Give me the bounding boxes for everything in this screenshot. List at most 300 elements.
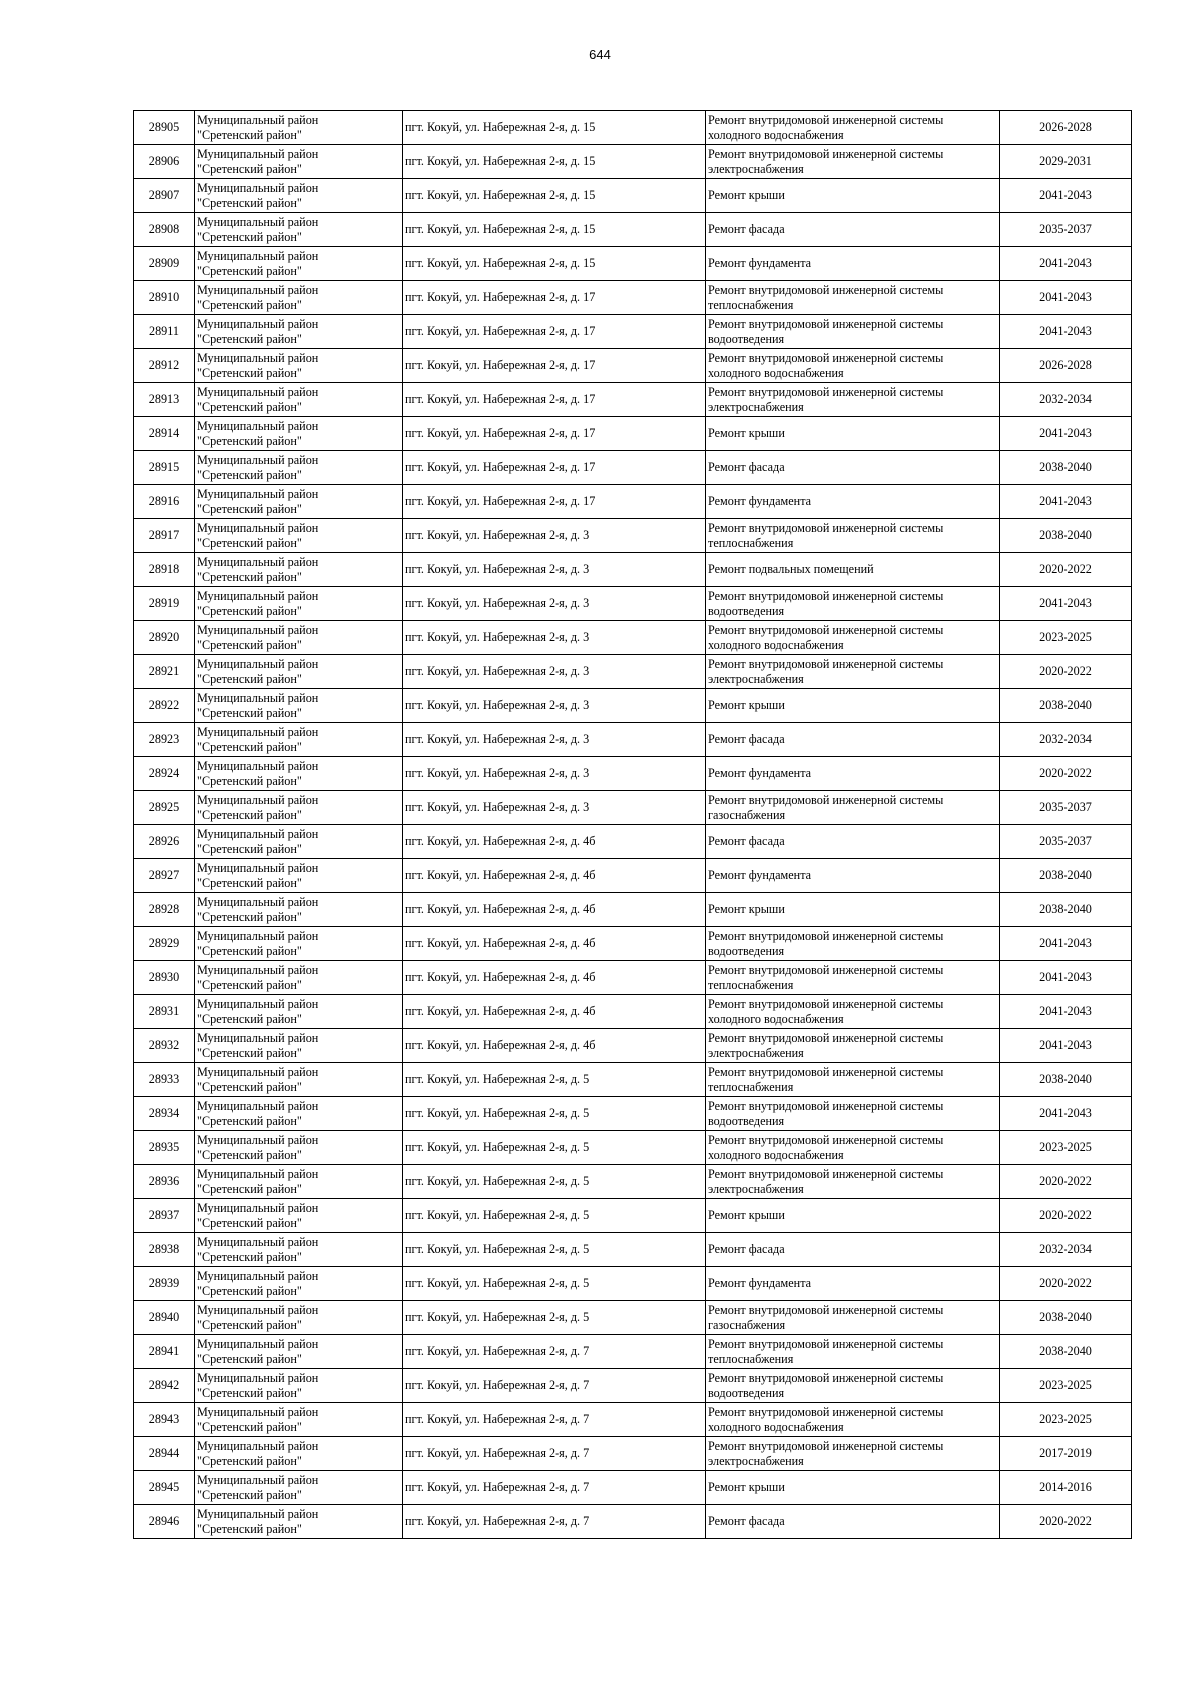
address-cell xyxy=(403,1029,706,1063)
row-number: 28942 xyxy=(148,1378,180,1392)
municipality-line-2: "Сретенский район" xyxy=(197,535,302,550)
municipality-cell xyxy=(195,859,403,893)
table-row xyxy=(134,961,1132,995)
work-type-cell xyxy=(706,349,1000,383)
municipality-line-1: Муниципальный район xyxy=(197,1506,319,1521)
address-cell xyxy=(403,621,706,655)
municipality-line-2: "Сретенский район" xyxy=(197,331,302,346)
address-cell xyxy=(403,281,706,315)
work-type-line-2: холодного водоснабжения xyxy=(708,365,844,380)
address-cell xyxy=(403,1063,706,1097)
row-number-cell xyxy=(134,1233,195,1267)
municipality-line-2: "Сретенский район" xyxy=(197,603,302,618)
work-type-line-1: Ремонт внутридомовой инженерной системы xyxy=(708,622,944,637)
work-type-cell xyxy=(706,145,1000,179)
period-text: 2038-2040 xyxy=(1039,1072,1092,1086)
table-row xyxy=(134,825,1132,859)
period-cell xyxy=(1000,519,1132,553)
municipality-line-1: Муниципальный район xyxy=(197,248,319,263)
row-number: 28930 xyxy=(148,970,180,984)
work-type-line-1: Ремонт крыши xyxy=(708,1480,785,1494)
municipality-cell xyxy=(195,519,403,553)
row-number-cell xyxy=(134,825,195,859)
period-text: 2041-2043 xyxy=(1039,256,1092,270)
municipality-line-1: Муниципальный район xyxy=(197,894,319,909)
row-number-cell xyxy=(134,995,195,1029)
municipality-line-2: "Сретенский район" xyxy=(197,1317,302,1332)
row-number-cell xyxy=(134,1471,195,1505)
row-number-cell xyxy=(134,1199,195,1233)
row-number: 28910 xyxy=(148,290,180,304)
work-type-line-2: теплоснабжения xyxy=(708,1351,794,1366)
municipality-line-1: Муниципальный район xyxy=(197,418,319,433)
work-type-cell xyxy=(706,179,1000,213)
municipality-line-1: Муниципальный район xyxy=(197,656,319,671)
period-text: 2035-2037 xyxy=(1039,222,1092,236)
municipality-line-2: "Сретенский район" xyxy=(197,1147,302,1162)
row-number: 28919 xyxy=(148,596,180,610)
work-type-cell xyxy=(706,1029,1000,1063)
municipality-line-2: "Сретенский район" xyxy=(197,127,302,142)
work-type-line-2: теплоснабжения xyxy=(708,1079,794,1094)
address-cell xyxy=(403,757,706,791)
row-number: 28946 xyxy=(148,1514,180,1528)
work-type-line-2: холодного водоснабжения xyxy=(708,1011,844,1026)
table-row xyxy=(134,587,1132,621)
work-type-line-1: Ремонт фасада xyxy=(708,460,785,474)
address-text: пгт. Кокуй, ул. Набережная 2-я, д. 15 xyxy=(405,188,596,202)
work-type-line-1: Ремонт крыши xyxy=(708,426,785,440)
row-number-cell xyxy=(134,417,195,451)
work-type-line-1: Ремонт внутридомовой инженерной системы xyxy=(708,996,944,1011)
table-row xyxy=(134,1301,1132,1335)
row-number-cell xyxy=(134,485,195,519)
work-type-line-2: холодного водоснабжения xyxy=(708,1147,844,1162)
address-text: пгт. Кокуй, ул. Набережная 2-я, д. 4б xyxy=(405,868,596,882)
work-type-line-1: Ремонт фасада xyxy=(708,1242,785,1256)
period-text: 2014-2016 xyxy=(1039,1480,1092,1494)
table-row xyxy=(134,1369,1132,1403)
municipality-line-2: "Сретенский район" xyxy=(197,1113,302,1128)
address-cell xyxy=(403,145,706,179)
period-text: 2032-2034 xyxy=(1039,392,1092,406)
row-number: 28935 xyxy=(148,1140,180,1154)
address-text: пгт. Кокуй, ул. Набережная 2-я, д. 7 xyxy=(405,1412,590,1426)
municipality-line-1: Муниципальный район xyxy=(197,1336,319,1351)
row-number-cell xyxy=(134,1131,195,1165)
address-cell xyxy=(403,485,706,519)
municipality-line-2: "Сретенский район" xyxy=(197,1419,302,1434)
address-text: пгт. Кокуй, ул. Набережная 2-я, д. 7 xyxy=(405,1480,590,1494)
row-number-cell xyxy=(134,145,195,179)
address-cell xyxy=(403,519,706,553)
row-number: 28914 xyxy=(148,426,180,440)
address-text: пгт. Кокуй, ул. Набережная 2-я, д. 3 xyxy=(405,528,590,542)
work-type-cell xyxy=(706,1199,1000,1233)
period-text: 2023-2025 xyxy=(1039,1378,1092,1392)
period-text: 2023-2025 xyxy=(1039,630,1092,644)
municipality-cell xyxy=(195,1301,403,1335)
work-type-line-2: холодного водоснабжения xyxy=(708,1419,844,1434)
period-cell xyxy=(1000,349,1132,383)
repair-schedule-table xyxy=(133,110,1132,1539)
municipality-line-1: Муниципальный район xyxy=(197,758,319,773)
work-type-cell xyxy=(706,995,1000,1029)
row-number: 28925 xyxy=(148,800,180,814)
address-text: пгт. Кокуй, ул. Набережная 2-я, д. 17 xyxy=(405,392,596,406)
period-cell xyxy=(1000,417,1132,451)
municipality-line-2: "Сретенский район" xyxy=(197,841,302,856)
work-type-line-1: Ремонт фундамента xyxy=(708,868,812,882)
work-type-line-1: Ремонт внутридомовой инженерной системы xyxy=(708,1404,944,1419)
table-row xyxy=(134,621,1132,655)
municipality-cell xyxy=(195,145,403,179)
table-row xyxy=(134,247,1132,281)
address-cell xyxy=(403,213,706,247)
period-cell xyxy=(1000,1335,1132,1369)
period-text: 2017-2019 xyxy=(1039,1446,1092,1460)
municipality-line-2: "Сретенский район" xyxy=(197,739,302,754)
row-number-cell xyxy=(134,383,195,417)
work-type-cell xyxy=(706,1505,1000,1539)
row-number: 28921 xyxy=(148,664,180,678)
work-type-line-2: газоснабжения xyxy=(708,1317,786,1332)
table-row xyxy=(134,1233,1132,1267)
municipality-cell xyxy=(195,281,403,315)
table-row xyxy=(134,1029,1132,1063)
work-type-line-2: водоотведения xyxy=(708,331,785,346)
work-type-cell xyxy=(706,689,1000,723)
row-number-cell xyxy=(134,621,195,655)
period-text: 2041-2043 xyxy=(1039,970,1092,984)
work-type-cell xyxy=(706,587,1000,621)
table-row xyxy=(134,1505,1132,1539)
municipality-line-1: Муниципальный район xyxy=(197,1404,319,1419)
address-cell xyxy=(403,553,706,587)
address-text: пгт. Кокуй, ул. Набережная 2-я, д. 4б xyxy=(405,834,596,848)
row-number: 28933 xyxy=(148,1072,180,1086)
municipality-cell xyxy=(195,485,403,519)
municipality-cell xyxy=(195,1437,403,1471)
address-text: пгт. Кокуй, ул. Набережная 2-я, д. 5 xyxy=(405,1208,590,1222)
municipality-line-1: Муниципальный район xyxy=(197,1166,319,1181)
municipality-line-1: Муниципальный район xyxy=(197,860,319,875)
period-cell xyxy=(1000,111,1132,145)
address-text: пгт. Кокуй, ул. Набережная 2-я, д. 7 xyxy=(405,1446,590,1460)
period-cell xyxy=(1000,961,1132,995)
row-number: 28944 xyxy=(148,1446,180,1460)
work-type-line-1: Ремонт внутридомовой инженерной системы xyxy=(708,146,944,161)
municipality-cell xyxy=(195,553,403,587)
work-type-line-2: теплоснабжения xyxy=(708,535,794,550)
work-type-cell xyxy=(706,1369,1000,1403)
municipality-line-2: "Сретенский район" xyxy=(197,773,302,788)
period-text: 2032-2034 xyxy=(1039,1242,1092,1256)
row-number-cell xyxy=(134,1267,195,1301)
period-cell xyxy=(1000,145,1132,179)
address-cell xyxy=(403,1131,706,1165)
row-number: 28916 xyxy=(148,494,180,508)
row-number-cell xyxy=(134,1301,195,1335)
municipality-line-2: "Сретенский район" xyxy=(197,977,302,992)
work-type-line-2: электроснабжения xyxy=(708,671,804,686)
period-text: 2020-2022 xyxy=(1039,664,1092,678)
municipality-line-1: Муниципальный район xyxy=(197,588,319,603)
table-row xyxy=(134,1063,1132,1097)
table-row xyxy=(134,1471,1132,1505)
work-type-cell xyxy=(706,825,1000,859)
row-number-cell xyxy=(134,553,195,587)
period-cell xyxy=(1000,315,1132,349)
address-cell xyxy=(403,1437,706,1471)
row-number-cell xyxy=(134,1335,195,1369)
table-row xyxy=(134,1437,1132,1471)
municipality-cell xyxy=(195,1403,403,1437)
row-number: 28908 xyxy=(148,222,180,236)
row-number-cell xyxy=(134,349,195,383)
table-row xyxy=(134,383,1132,417)
municipality-line-1: Муниципальный район xyxy=(197,1472,319,1487)
period-cell xyxy=(1000,1369,1132,1403)
row-number: 28926 xyxy=(148,834,180,848)
work-type-line-1: Ремонт фундамента xyxy=(708,256,812,270)
period-cell xyxy=(1000,1301,1132,1335)
municipality-line-1: Муниципальный район xyxy=(197,1268,319,1283)
row-number-cell xyxy=(134,893,195,927)
row-number: 28929 xyxy=(148,936,180,950)
address-cell xyxy=(403,1335,706,1369)
work-type-line-2: теплоснабжения xyxy=(708,977,794,992)
work-type-cell xyxy=(706,893,1000,927)
period-cell xyxy=(1000,1403,1132,1437)
municipality-line-2: "Сретенский район" xyxy=(197,433,302,448)
municipality-line-1: Муниципальный район xyxy=(197,452,319,467)
address-text: пгт. Кокуй, ул. Набережная 2-я, д. 17 xyxy=(405,494,596,508)
work-type-line-1: Ремонт внутридомовой инженерной системы xyxy=(708,1132,944,1147)
row-number: 28912 xyxy=(148,358,180,372)
period-cell xyxy=(1000,179,1132,213)
address-text: пгт. Кокуй, ул. Набережная 2-я, д. 17 xyxy=(405,460,596,474)
row-number: 28920 xyxy=(148,630,180,644)
row-number: 28927 xyxy=(148,868,180,882)
period-text: 2020-2022 xyxy=(1039,1276,1092,1290)
municipality-cell xyxy=(195,1267,403,1301)
municipality-cell xyxy=(195,1199,403,1233)
address-text: пгт. Кокуй, ул. Набережная 2-я, д. 5 xyxy=(405,1242,590,1256)
period-cell xyxy=(1000,825,1132,859)
period-text: 2023-2025 xyxy=(1039,1140,1092,1154)
municipality-line-2: "Сретенский район" xyxy=(197,875,302,890)
period-cell xyxy=(1000,247,1132,281)
row-number-cell xyxy=(134,655,195,689)
work-type-line-1: Ремонт внутридомовой инженерной системы xyxy=(708,316,944,331)
period-cell xyxy=(1000,1165,1132,1199)
municipality-cell xyxy=(195,111,403,145)
address-cell xyxy=(403,1369,706,1403)
municipality-cell xyxy=(195,179,403,213)
municipality-cell xyxy=(195,1505,403,1539)
municipality-line-2: "Сретенский район" xyxy=(197,1385,302,1400)
municipality-line-2: "Сретенский район" xyxy=(197,1351,302,1366)
table-row xyxy=(134,179,1132,213)
municipality-line-1: Муниципальный район xyxy=(197,622,319,637)
table-row xyxy=(134,927,1132,961)
work-type-line-1: Ремонт фасада xyxy=(708,1514,785,1528)
municipality-line-2: "Сретенский район" xyxy=(197,705,302,720)
table-row xyxy=(134,485,1132,519)
municipality-line-1: Муниципальный район xyxy=(197,1098,319,1113)
address-text: пгт. Кокуй, ул. Набережная 2-я, д. 3 xyxy=(405,698,590,712)
period-cell xyxy=(1000,553,1132,587)
address-text: пгт. Кокуй, ул. Набережная 2-я, д. 5 xyxy=(405,1174,590,1188)
period-cell xyxy=(1000,1199,1132,1233)
period-text: 2020-2022 xyxy=(1039,1174,1092,1188)
municipality-line-2: "Сретенский район" xyxy=(197,1181,302,1196)
municipality-line-1: Муниципальный район xyxy=(197,316,319,331)
address-text: пгт. Кокуй, ул. Набережная 2-я, д. 4б xyxy=(405,1038,596,1052)
municipality-line-1: Муниципальный район xyxy=(197,928,319,943)
row-number: 28934 xyxy=(148,1106,180,1120)
work-type-cell xyxy=(706,1437,1000,1471)
period-cell xyxy=(1000,383,1132,417)
address-cell xyxy=(403,1199,706,1233)
period-text: 2026-2028 xyxy=(1039,120,1092,134)
row-number-cell xyxy=(134,961,195,995)
municipality-line-1: Муниципальный район xyxy=(197,724,319,739)
period-cell xyxy=(1000,1233,1132,1267)
row-number: 28943 xyxy=(148,1412,180,1426)
address-cell xyxy=(403,723,706,757)
work-type-line-2: водоотведения xyxy=(708,943,785,958)
address-cell xyxy=(403,383,706,417)
address-cell xyxy=(403,315,706,349)
period-cell xyxy=(1000,485,1132,519)
table-row xyxy=(134,655,1132,689)
work-type-line-1: Ремонт внутридомовой инженерной системы xyxy=(708,1166,944,1181)
row-number: 28906 xyxy=(148,154,180,168)
work-type-cell xyxy=(706,621,1000,655)
work-type-line-1: Ремонт фасада xyxy=(708,222,785,236)
work-type-line-1: Ремонт внутридомовой инженерной системы xyxy=(708,656,944,671)
address-cell xyxy=(403,587,706,621)
table-row xyxy=(134,1097,1132,1131)
municipality-line-1: Муниципальный район xyxy=(197,962,319,977)
page-number: 644 xyxy=(589,47,611,62)
address-text: пгт. Кокуй, ул. Набережная 2-я, д. 15 xyxy=(405,222,596,236)
row-number-cell xyxy=(134,723,195,757)
municipality-line-1: Муниципальный район xyxy=(197,554,319,569)
work-type-line-1: Ремонт фундамента xyxy=(708,1276,812,1290)
row-number: 28936 xyxy=(148,1174,180,1188)
municipality-cell xyxy=(195,1165,403,1199)
work-type-cell xyxy=(706,111,1000,145)
address-text: пгт. Кокуй, ул. Набережная 2-я, д. 17 xyxy=(405,290,596,304)
period-cell xyxy=(1000,621,1132,655)
municipality-line-1: Муниципальный район xyxy=(197,520,319,535)
period-text: 2038-2040 xyxy=(1039,1310,1092,1324)
municipality-cell xyxy=(195,961,403,995)
work-type-line-1: Ремонт внутридомовой инженерной системы xyxy=(708,1370,944,1385)
table-row xyxy=(134,145,1132,179)
period-text: 2041-2043 xyxy=(1039,596,1092,610)
municipality-line-1: Муниципальный район xyxy=(197,180,319,195)
municipality-line-1: Муниципальный район xyxy=(197,214,319,229)
work-type-cell xyxy=(706,281,1000,315)
period-text: 2020-2022 xyxy=(1039,1514,1092,1528)
address-text: пгт. Кокуй, ул. Набережная 2-я, д. 5 xyxy=(405,1310,590,1324)
municipality-line-2: "Сретенский район" xyxy=(197,297,302,312)
table-row xyxy=(134,1165,1132,1199)
municipality-line-2: "Сретенский район" xyxy=(197,1011,302,1026)
period-cell xyxy=(1000,1063,1132,1097)
row-number-cell xyxy=(134,281,195,315)
work-type-line-1: Ремонт внутридомовой инженерной системы xyxy=(708,112,944,127)
row-number-cell xyxy=(134,247,195,281)
work-type-cell xyxy=(706,1097,1000,1131)
municipality-line-1: Муниципальный район xyxy=(197,1234,319,1249)
row-number: 28940 xyxy=(148,1310,180,1324)
row-number-cell xyxy=(134,1063,195,1097)
row-number: 28909 xyxy=(148,256,180,270)
table-row xyxy=(134,553,1132,587)
municipality-cell xyxy=(195,417,403,451)
municipality-cell xyxy=(195,451,403,485)
address-text: пгт. Кокуй, ул. Набережная 2-я, д. 5 xyxy=(405,1140,590,1154)
work-type-line-1: Ремонт внутридомовой инженерной системы xyxy=(708,282,944,297)
municipality-line-1: Муниципальный район xyxy=(197,282,319,297)
table-row xyxy=(134,1335,1132,1369)
period-text: 2038-2040 xyxy=(1039,460,1092,474)
municipality-cell xyxy=(195,995,403,1029)
work-type-line-1: Ремонт фундамента xyxy=(708,766,812,780)
period-text: 2038-2040 xyxy=(1039,902,1092,916)
municipality-cell xyxy=(195,1029,403,1063)
municipality-line-1: Муниципальный район xyxy=(197,826,319,841)
municipality-line-1: Муниципальный район xyxy=(197,146,319,161)
address-cell xyxy=(403,451,706,485)
row-number-cell xyxy=(134,791,195,825)
row-number-cell xyxy=(134,315,195,349)
work-type-cell xyxy=(706,859,1000,893)
row-number: 28915 xyxy=(148,460,180,474)
municipality-line-2: "Сретенский район" xyxy=(197,943,302,958)
work-type-cell xyxy=(706,315,1000,349)
table-row xyxy=(134,757,1132,791)
row-number-cell xyxy=(134,1097,195,1131)
period-text: 2041-2043 xyxy=(1039,1038,1092,1052)
address-cell xyxy=(403,859,706,893)
work-type-line-1: Ремонт крыши xyxy=(708,902,785,916)
address-text: пгт. Кокуй, ул. Набережная 2-я, д. 5 xyxy=(405,1106,590,1120)
address-cell xyxy=(403,1097,706,1131)
row-number: 28939 xyxy=(148,1276,180,1290)
period-text: 2038-2040 xyxy=(1039,698,1092,712)
period-cell xyxy=(1000,451,1132,485)
period-cell xyxy=(1000,1131,1132,1165)
work-type-cell xyxy=(706,1471,1000,1505)
row-number-cell xyxy=(134,1505,195,1539)
municipality-line-2: "Сретенский район" xyxy=(197,569,302,584)
table-row xyxy=(134,1403,1132,1437)
municipality-line-2: "Сретенский район" xyxy=(197,1521,302,1536)
period-cell xyxy=(1000,995,1132,1029)
row-number: 28932 xyxy=(148,1038,180,1052)
period-text: 2041-2043 xyxy=(1039,936,1092,950)
period-cell xyxy=(1000,1505,1132,1539)
work-type-line-2: водоотведения xyxy=(708,1385,785,1400)
period-text: 2041-2043 xyxy=(1039,290,1092,304)
municipality-cell xyxy=(195,213,403,247)
